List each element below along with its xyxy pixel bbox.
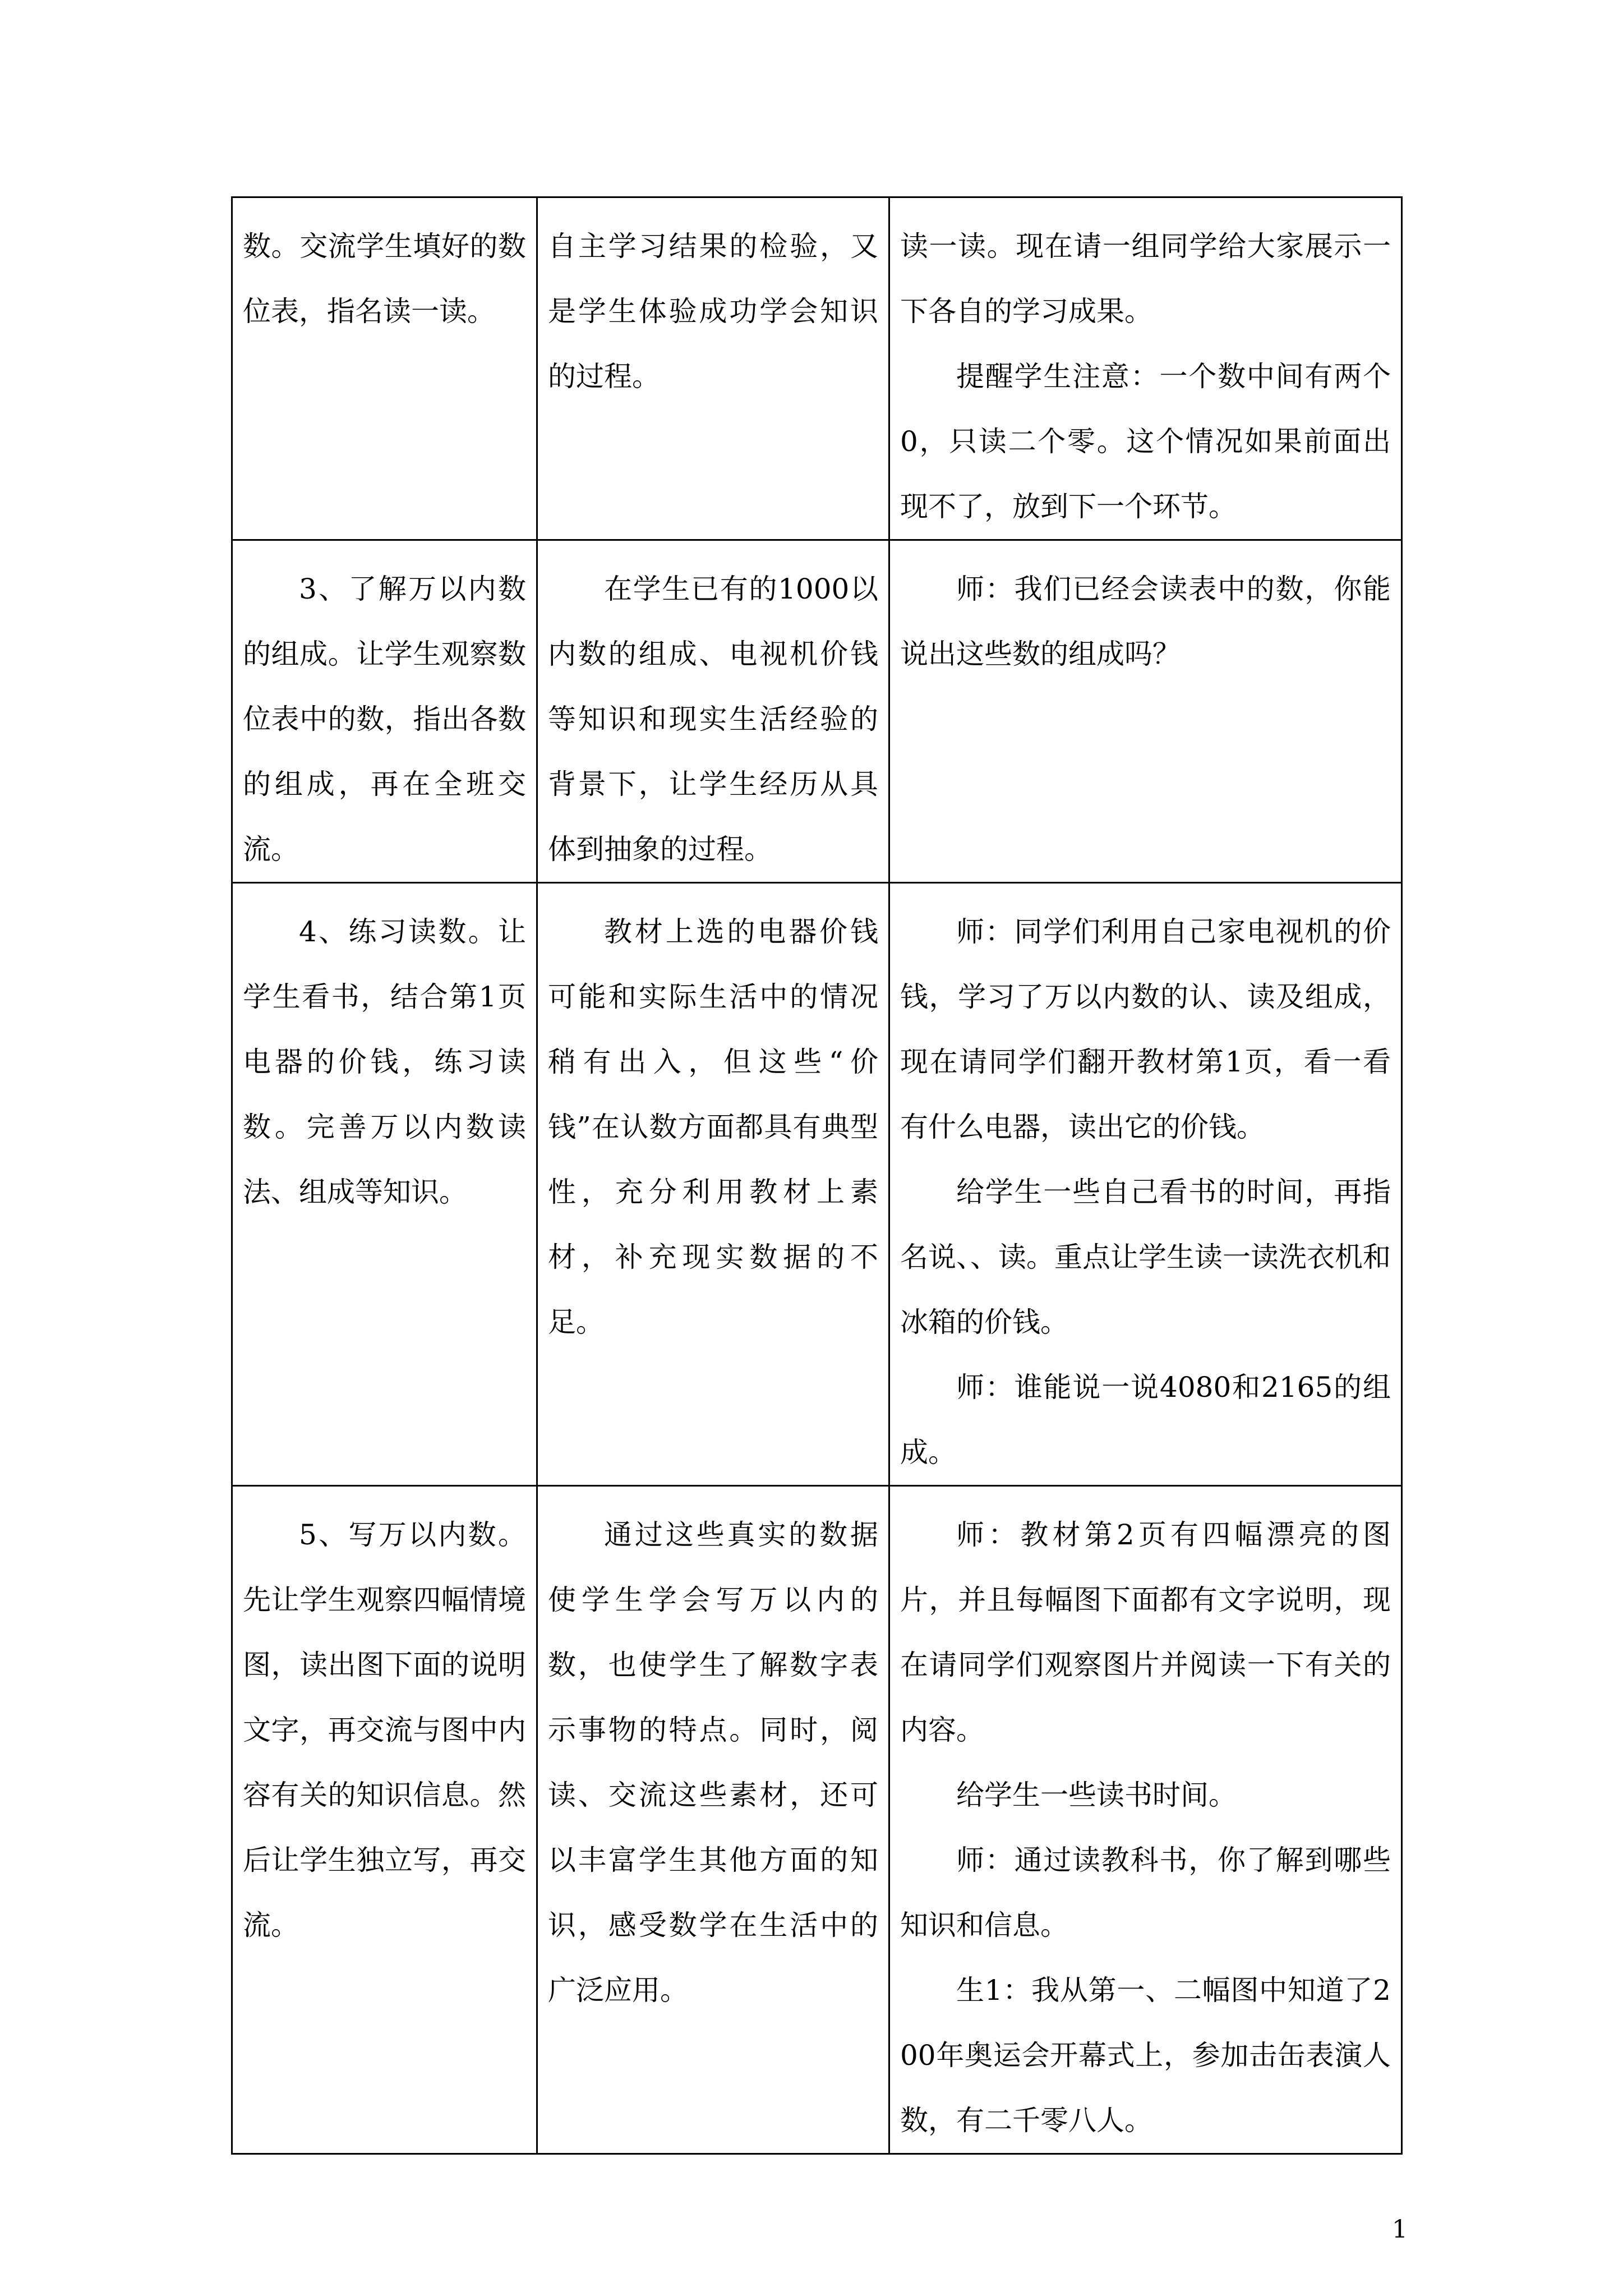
- process-paragraph: 生1：我从第一、二幅图中知道了200年奥运会开幕式上，参加击缶表演人数，有二千零八人。: [900, 1974, 1391, 2137]
- process-paragraph: 师：教材第2页有四幅漂亮的图片，并且每幅图下面都有文字说明，现在请同学们观察图片并阅读一下有关的内容。: [900, 1519, 1391, 1746]
- activity-text: 数。交流学生填好的数位表，指名读一读。: [243, 230, 526, 328]
- intent-text: 在学生已有的1000以内数的组成、电视机价钱等知识和现实生活经验的背景下，让学生经历从具体到抽象的过程。: [548, 573, 878, 866]
- activity-text: 5、写万以内数。先让学生观察四幅情境图，读出图下面的说明文字，再交流与图中内容有关的知识信息。然后让学生独立写，再交流。: [243, 1519, 526, 1941]
- process-paragraph: 师：通过读教科书，你了解到哪些知识和信息。: [900, 1844, 1391, 1941]
- intent-text: 通过这些真实的数据使学生学会写万以内的数，也使学生了解数字表示事物的特点。同时，阅读、交流这些素材，还可以丰富学生其他方面的知识，感受数学在生活中的广泛应用。: [548, 1519, 878, 2007]
- page-number: 1: [1392, 2215, 1408, 2244]
- activity-cell: [232, 883, 537, 1486]
- activity-text: 4、练习读数。让学生看书，结合第1页电器的价钱，练习读数。完善万以内数读法、组成等知识。: [243, 915, 526, 1208]
- lesson-plan-table: [231, 196, 1403, 2155]
- intent-text: 自主学习结果的检验，又是学生体验成功学会知识的过程。: [548, 230, 878, 393]
- activity-cell: [232, 197, 537, 540]
- table-row: [232, 540, 1402, 883]
- intent-cell: [537, 197, 889, 540]
- process-paragraph: 给学生一些自己看书的时间，再指名说、、读。重点让学生读一读洗衣机和冰箱的价钱。: [900, 1176, 1391, 1338]
- table-row: [232, 197, 1402, 540]
- intent-cell: [537, 883, 889, 1486]
- activity-text: 3、了解万以内数的组成。让学生观察数位表中的数，指出各数的组成，再在全班交流。: [243, 573, 526, 866]
- process-cell: [889, 1486, 1402, 2154]
- process-cell: [889, 883, 1402, 1486]
- process-paragraph: 师：我们已经会读表中的数，你能说出这些数的组成吗？: [900, 573, 1391, 670]
- activity-cell: [232, 1486, 537, 2154]
- table-row: [232, 1486, 1402, 2154]
- activity-cell: [232, 540, 537, 883]
- process-cell: [889, 197, 1402, 540]
- process-paragraph: 给学生一些读书时间。: [956, 1779, 1237, 1811]
- process-paragraph: 读一读。现在请一组同学给大家展示一下各自的学习成果。: [900, 230, 1391, 328]
- process-cell: [889, 540, 1402, 883]
- process-paragraph: 师：同学们利用自己家电视机的价钱，学习了万以内数的认、读及组成，现在请同学们翻开教材第1页，看一看有什么电器，读出它的价钱。: [900, 915, 1391, 1143]
- process-paragraph: 师：谁能说一说4080和2165的组成。: [900, 1371, 1391, 1469]
- intent-text: 教材上选的电器价钱可能和实际生活中的情况稍有出入，但这些“价钱”在认数方面都具有典型性，充分利用教材上素材，补充现实数据的不足。: [548, 915, 878, 1338]
- table-row: [232, 883, 1402, 1486]
- process-paragraph: 提醒学生注意：一个数中间有两个0，只读二个零。这个情况如果前面出现不了，放到下一个环节。: [900, 360, 1391, 523]
- intent-cell: [537, 1486, 889, 2154]
- intent-cell: [537, 540, 889, 883]
